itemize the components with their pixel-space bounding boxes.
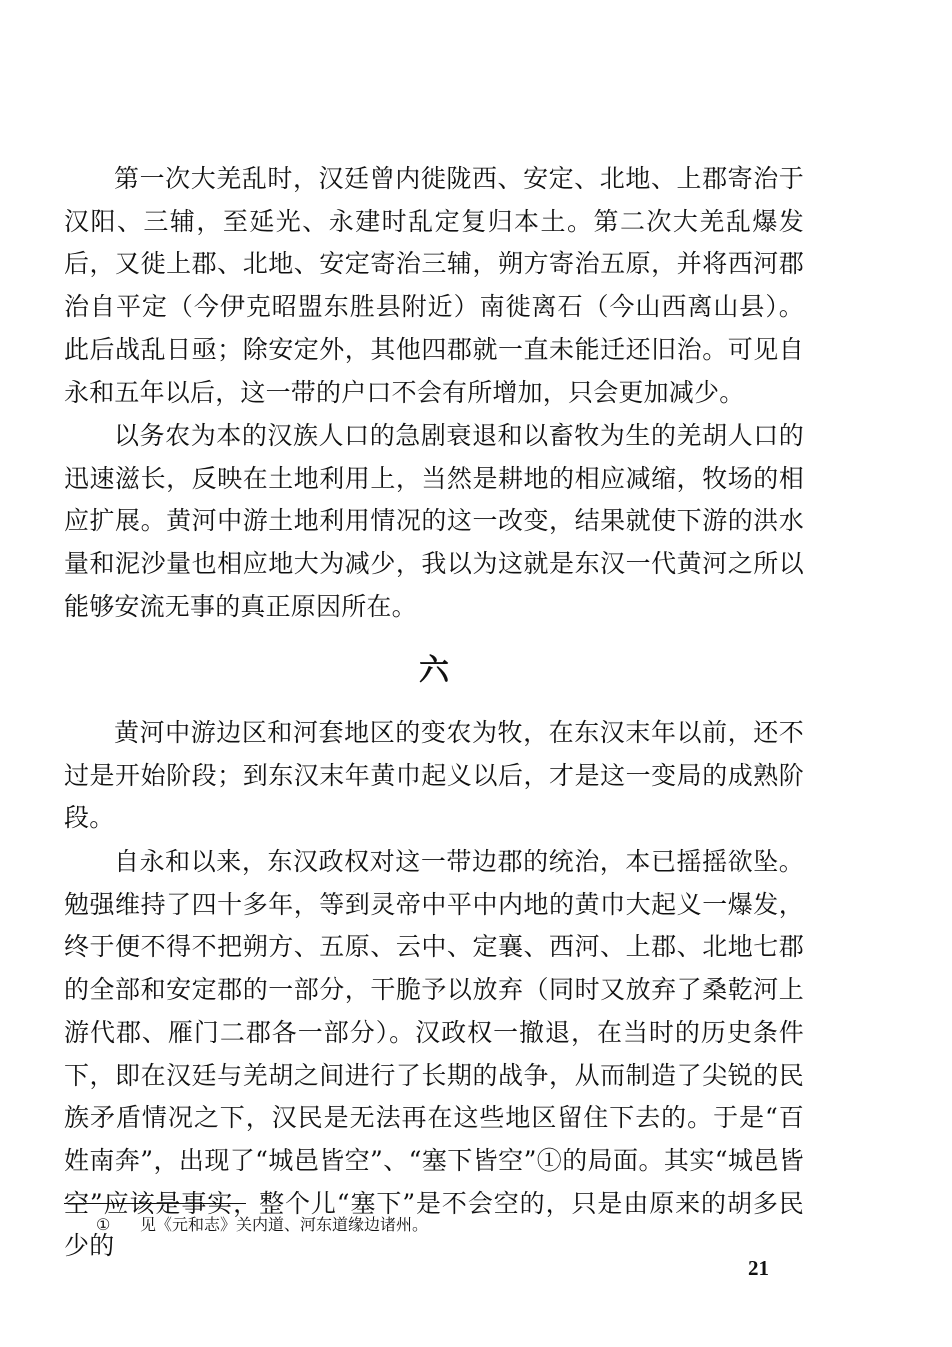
body-paragraph: 第一次大羌乱时，汉廷曾内徙陇西、安定、北地、上郡寄治于汉阳、三辅，至延光、永建时乱定复归本土。第二次大羌乱爆发后，又徙上郡、北地、安定寄治三辅，朔方寄治五原，并将西河郡治自平定（今伊克昭盟东胜县附近）南徙离石（今山西离山县）。此后战乱日亟；除安定外，其他四郡就一直未能迁还旧治。可见自永和五年以后，这一带的户口不会有所增加，只会更加减少。 <box>64 164 804 407</box>
footnote-reference: ① <box>536 1145 563 1175</box>
footnote <box>96 1214 428 1236</box>
section-heading: 六 <box>419 653 449 688</box>
footnote-text: 见《元和志》关内道、河东道缘边诸州。 <box>140 1215 429 1234</box>
footnote-marker: ① <box>96 1215 111 1234</box>
paragraph-text: 的局面。其实“城邑皆空”应该是事实，整个儿“塞下”是不会空的，只是由原来的胡多民少的 <box>64 1145 805 1261</box>
body-paragraph: 以务农为本的汉族人口的急剧衰退和以畜牧为生的羌胡人口的迅速滋长，反映在土地利用上，当然是耕地的相应减缩，牧场的相应扩展。黄河中游土地利用情况的这一改变，结果就使下游的洪水量和泥沙量也相应地大为减少，我以为这就是东汉一代黄河之所以能够安流无事的真正原因所在。 <box>64 421 804 621</box>
page-number: 21 <box>748 1256 769 1280</box>
paragraph-text: 自永和以来，东汉政权对这一带边郡的统治，本已摇摇欲坠。勉强维持了四十多年，等到灵帝中平中内地的黄巾大起义一爆发，终于便不得不把朔方、五原、云中、定襄、西河、上郡、北地七郡的全部和安定郡的一部分，干脆予以放弃（同时又放弃了桑乾河上游代郡、雁门二郡各一部分）。汉政权一撤退，在当时的历史条件下，即在汉廷与羌胡之间进行了长期的战争，从而制造了尖锐的民族矛盾情况之下，汉民是无法再在这些地区留住下去的。于是“百姓南奔”，出现了“城邑皆空”、“塞下皆空” <box>64 847 804 1175</box>
body-paragraph: 黄河中游边区和河套地区的变农为牧，在东汉末年以前，还不过是开始阶段；到东汉末年黄巾起义以后，才是这一变局的成熟阶段。 <box>64 718 804 833</box>
footnote-divider <box>64 1203 246 1204</box>
